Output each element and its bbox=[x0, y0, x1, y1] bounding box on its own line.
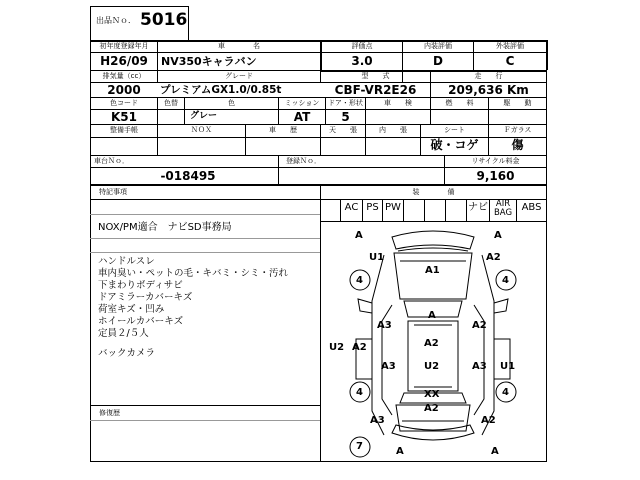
recycle-fee: 9,160 bbox=[476, 169, 515, 183]
displacement: 2000 bbox=[107, 83, 141, 97]
color-change-label: 色替 bbox=[164, 99, 178, 107]
model-code: CBF-VR2E26 bbox=[334, 83, 417, 97]
damage-mark: A2 bbox=[424, 338, 439, 349]
damage-mark: A bbox=[428, 310, 436, 321]
interior-grade: D bbox=[433, 54, 443, 68]
notes-line1: NOX/PM適合 ナビSD事務局 bbox=[98, 222, 232, 233]
history-label: 車 歴 bbox=[269, 126, 297, 134]
damage-mark: XX bbox=[424, 389, 440, 400]
mileage: 209,636 Km bbox=[448, 83, 529, 97]
remark-item: 定員２/５人 bbox=[98, 328, 149, 339]
remark-item: 車内臭い・ペットの毛・キバミ・シミ・汚れ bbox=[98, 268, 289, 279]
equip-ac: AC bbox=[344, 202, 359, 213]
windshield-condition: 傷 bbox=[511, 138, 524, 152]
windshield-label: Ｆガラス bbox=[503, 126, 532, 134]
mileage-label: 走 行 bbox=[474, 72, 503, 80]
damage-mark: U2 bbox=[424, 361, 440, 372]
equip-airbag: AIR BAG bbox=[493, 199, 513, 218]
damage-mark: A bbox=[396, 446, 404, 457]
damage-mark: A2 bbox=[481, 415, 496, 426]
chassis-number-label: 車台Ｎｏ． bbox=[94, 157, 129, 165]
remark-item: バックカメラ bbox=[98, 348, 156, 359]
color-code-label: 色コード bbox=[110, 99, 138, 107]
lot-number: 5016 bbox=[140, 10, 188, 30]
remark-item: ホイールカバーキズ bbox=[98, 316, 184, 327]
remark-item: ドアミラーカバーキズ bbox=[98, 292, 193, 303]
lot-number-label: 出品Ｎｏ． bbox=[96, 16, 136, 25]
equipment-header: 装 備 bbox=[412, 188, 455, 196]
doors: 5 bbox=[341, 110, 350, 124]
exterior-grade: C bbox=[505, 54, 515, 68]
damage-mark: 4 bbox=[502, 387, 509, 398]
interior-trim-label: 内 張 bbox=[379, 126, 407, 134]
notes-header: 特記事項 bbox=[99, 188, 127, 196]
service-record-label: 整備手帳 bbox=[110, 126, 138, 134]
damage-mark: A bbox=[491, 446, 499, 457]
equip-ps: PS bbox=[366, 202, 379, 213]
first-registration-label: 初年度登録年月 bbox=[99, 42, 149, 50]
damage-mark: 4 bbox=[356, 387, 363, 398]
damage-mark: A2 bbox=[352, 342, 367, 353]
color-label: 色 bbox=[228, 99, 235, 107]
seat-condition: 破・コゲ bbox=[430, 138, 479, 152]
displacement-label: 排気量（cc） bbox=[102, 72, 146, 80]
remark-item: 下まわりボディサビ bbox=[98, 280, 183, 291]
exterior-grade-label: 外装評価 bbox=[496, 42, 524, 50]
color: グレー bbox=[190, 111, 218, 121]
equip-navi: ナビ bbox=[468, 202, 488, 213]
drive-label: 駆 動 bbox=[503, 99, 532, 107]
damage-mark: A3 bbox=[377, 320, 392, 331]
damage-mark: A2 bbox=[472, 320, 487, 331]
inspection-label: 車 検 bbox=[384, 99, 412, 107]
damage-mark: U1 bbox=[369, 252, 385, 263]
damage-mark: U2 bbox=[329, 342, 345, 353]
damage-mark: 4 bbox=[356, 275, 363, 286]
damage-mark: A2 bbox=[424, 403, 439, 414]
remark-item: ハンドルスレ bbox=[98, 256, 155, 267]
headliner-label: 天 張 bbox=[329, 126, 357, 134]
fuel-label: 燃 料 bbox=[445, 99, 474, 107]
damage-mark: A3 bbox=[472, 361, 487, 372]
damage-mark: U1 bbox=[500, 361, 516, 372]
first-registration: H26/09 bbox=[100, 54, 148, 68]
damage-mark: A1 bbox=[425, 265, 440, 276]
damage-mark: A bbox=[494, 230, 502, 241]
remark-item: 荷室キズ・凹み bbox=[98, 304, 165, 315]
nox-label: ＮＯＸ bbox=[191, 126, 212, 134]
registration-number-label: 登録Ｎｏ． bbox=[286, 157, 321, 165]
repair-history-label: 修復歴 bbox=[99, 409, 120, 417]
grade-label: グレード bbox=[225, 72, 253, 80]
equip-abs: ABS bbox=[521, 202, 542, 213]
seat-label: シート bbox=[444, 126, 465, 134]
chassis-number: -018495 bbox=[160, 169, 216, 183]
damage-mark: A2 bbox=[486, 252, 501, 263]
recycle-fee-label: リサイクル料金 bbox=[471, 157, 520, 165]
vehicle-name-label: 車 名 bbox=[218, 42, 260, 50]
damage-mark: A3 bbox=[370, 415, 385, 426]
model-code-label: 型 式 bbox=[361, 72, 390, 80]
doors-label: ドア・形状 bbox=[328, 99, 363, 107]
damage-mark: A bbox=[355, 230, 363, 241]
equip-pw: PW bbox=[385, 202, 401, 213]
interior-grade-label: 内装評価 bbox=[424, 42, 452, 50]
transmission: AT bbox=[293, 110, 311, 124]
color-code: K51 bbox=[111, 110, 137, 124]
score-label: 評価点 bbox=[351, 42, 373, 50]
vehicle-name: NV350キャラバン bbox=[161, 55, 257, 68]
grade: プレミアムGX1.0/0.85t bbox=[160, 84, 282, 96]
damage-mark: A3 bbox=[381, 361, 396, 372]
score: 3.0 bbox=[351, 54, 373, 68]
damage-mark: 4 bbox=[502, 275, 509, 286]
damage-mark: 7 bbox=[356, 441, 363, 452]
transmission-label: ミッション bbox=[284, 99, 320, 107]
